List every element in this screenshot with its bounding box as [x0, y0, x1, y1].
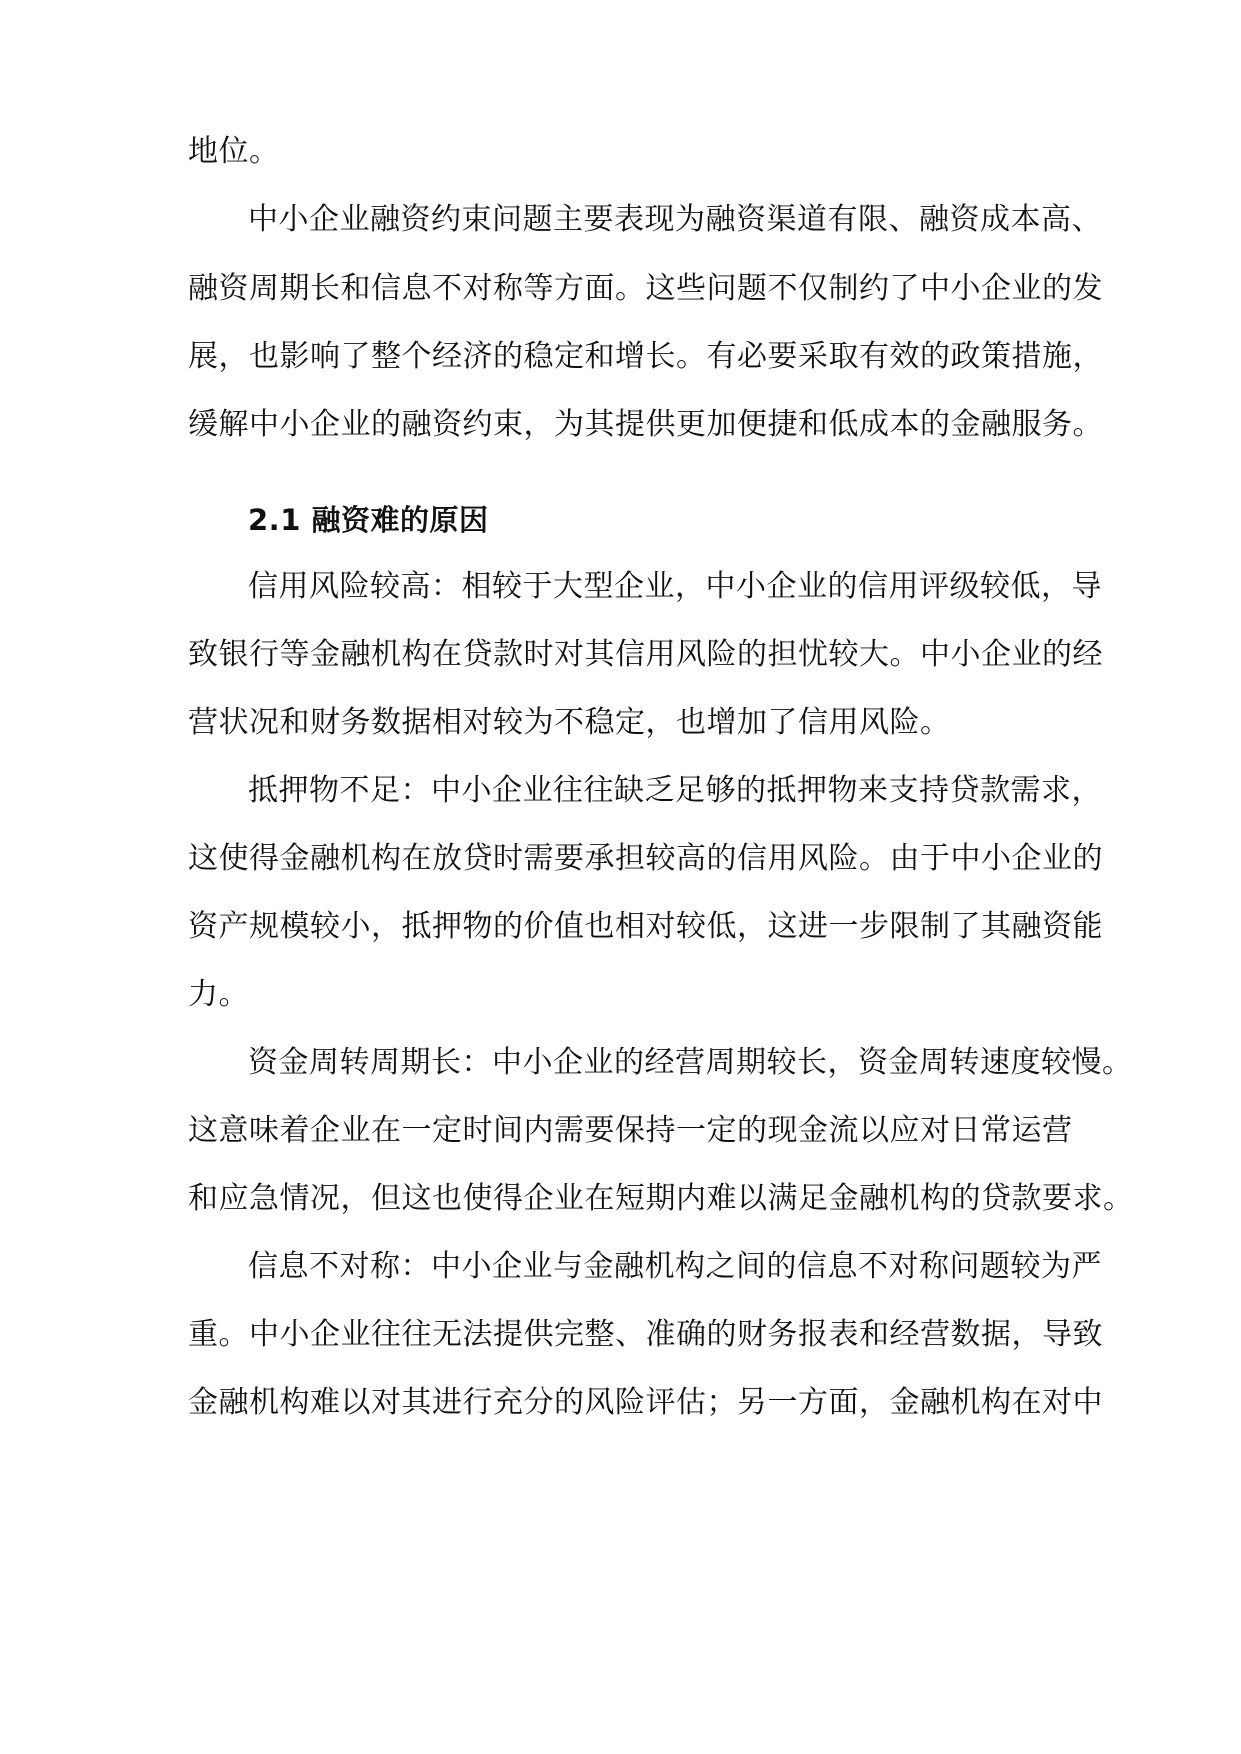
paragraph-line: 信息不对称：中小企业与金融机构之间的信息不对称问题较为严	[248, 1249, 1102, 1284]
paragraph-line: 融资周期长和信息不对称等方面。这些问题不仅制约了中小企业的发	[188, 271, 1103, 306]
paragraph-line: 和应急情况，但这也使得企业在短期内难以满足金融机构的贷款要求。	[188, 1181, 1134, 1216]
paragraph-line: 资金周转周期长：中小企业的经营周期较长，资金周转速度较慢。	[248, 1045, 1133, 1080]
paragraph-line: 营状况和财务数据相对较为不稳定，也增加了信用风险。	[188, 705, 951, 740]
paragraph-line: 力。	[188, 977, 249, 1012]
paragraph-line: 这意味着企业在一定时间内需要保持一定的现金流以应对日常运营	[188, 1113, 1073, 1148]
paragraph-line: 信用风险较高：相较于大型企业，中小企业的信用评级较低，导	[248, 569, 1102, 604]
paragraph-line: 金融机构难以对其进行充分的风险评估；另一方面，金融机构在对中	[188, 1385, 1103, 1420]
paragraph-line: 中小企业融资约束问题主要表现为融资渠道有限、融资成本高、	[248, 202, 1102, 237]
paragraph-line: 抵押物不足：中小企业往往缺乏足够的抵押物来支持贷款需求，	[248, 773, 1102, 808]
paragraph-line: 展，也影响了整个经济的稳定和增长。有必要采取有效的政策措施，	[188, 339, 1103, 374]
paragraph-line: 资产规模较小，抵押物的价值也相对较低，这进一步限制了其融资能	[188, 909, 1103, 944]
text-line: 地位。	[188, 134, 280, 169]
document-page	[188, 0, 1134, 1754]
paragraph-line: 这使得金融机构在放贷时需要承担较高的信用风险。由于中小企业的	[188, 841, 1103, 876]
paragraph-line: 致银行等金融机构在贷款时对其信用风险的担忧较大。中小企业的经	[188, 637, 1103, 672]
section-heading: 2.1 融资难的原因	[248, 503, 489, 537]
paragraph-line: 重。中小企业往往无法提供完整、准确的财务报表和经营数据，导致	[188, 1317, 1103, 1352]
paragraph-line: 缓解中小企业的融资约束，为其提供更加便捷和低成本的金融服务。	[188, 407, 1103, 442]
